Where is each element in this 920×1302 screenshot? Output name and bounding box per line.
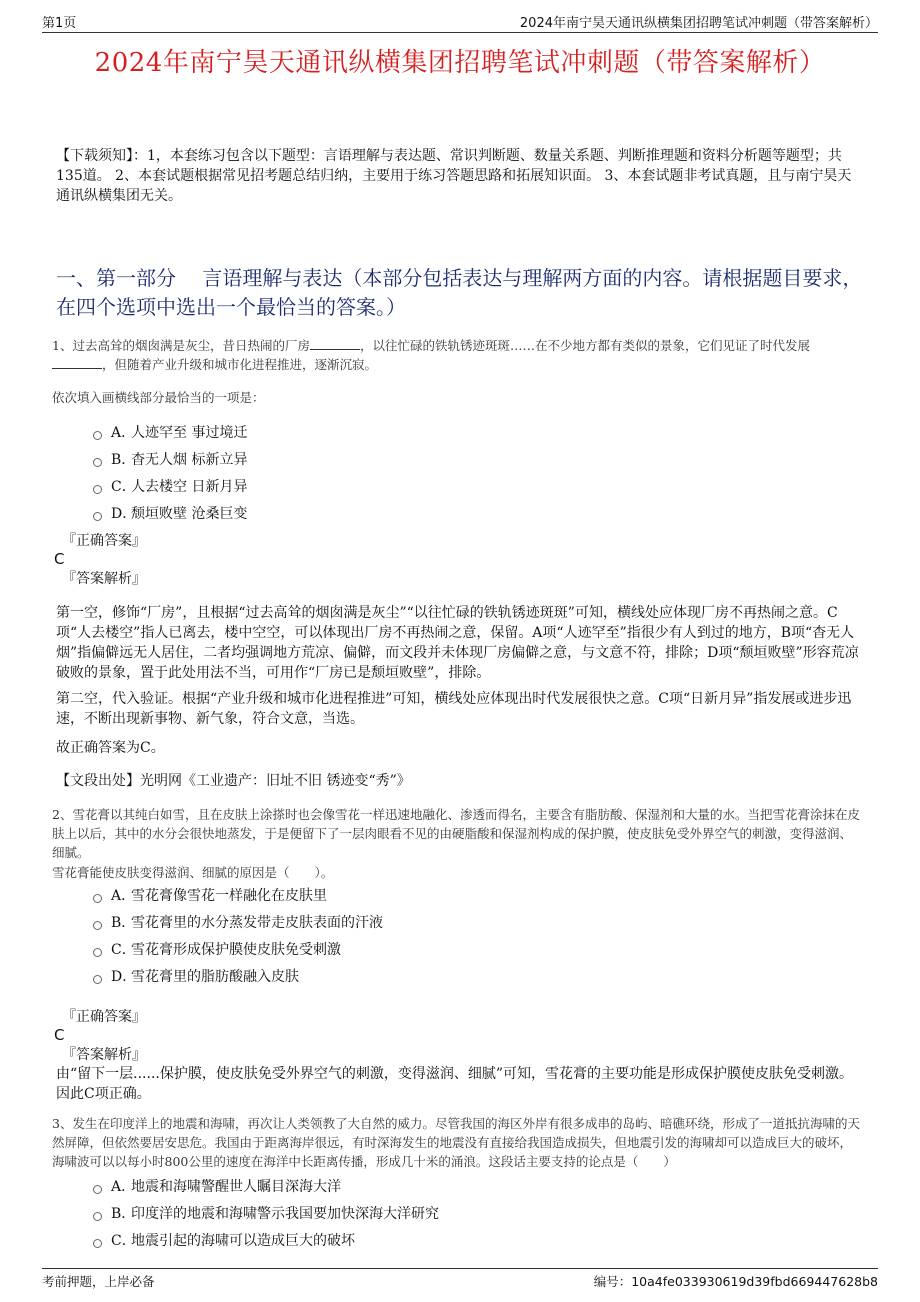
page-number: 第1页: [42, 16, 77, 31]
option-text: 地震引起的海啸可以造成巨大的破坏: [131, 1233, 355, 1249]
q2-option-c[interactable]: [93, 938, 341, 960]
option-text: 雪花膏里的水分蒸发带走皮肤表面的汗液: [131, 915, 383, 931]
radio-icon[interactable]: [93, 975, 102, 984]
option-text: 人去楼空 日新月异: [131, 479, 248, 495]
option-text: 地震和海啸警醒世人瞩目深海大洋: [131, 1179, 341, 1195]
radio-icon[interactable]: [93, 921, 102, 930]
option-letter: A．: [111, 1179, 136, 1195]
question-1-text-part-c: ，但随着产业升级和城市化进程推进，逐渐沉寂。: [102, 357, 378, 372]
option-letter: A．: [111, 425, 136, 441]
radio-icon[interactable]: [93, 512, 102, 521]
question-1-text: [52, 336, 864, 374]
question-1-prompt: 依次填入画横线部分最恰当的一项是：: [52, 390, 265, 405]
radio-icon[interactable]: [93, 431, 102, 440]
option-letter: A．: [111, 888, 136, 904]
radio-icon[interactable]: [93, 894, 102, 903]
question-1-text-part-b: ，以往忙碌的铁轨锈迹斑斑……在不少地方都有类似的景象，它们见证了时代发展: [359, 338, 810, 353]
option-text: 人迹罕至 事过境迁: [131, 425, 248, 441]
fill-blank-2: [52, 356, 102, 369]
question-3-text: 3、发生在印度洋上的地震和海啸，再次让人类领教了大自然的威力。尽管我国的海区外岸有很多成串的岛屿、暗礁环绕，形成了一道抵抗海啸的天然屏障，但依然要居安思危。我国由于距离海岸很远，有时深海发生的地震没有直接给我国造成损失，但地震引发的海啸却可以造成巨大的破坏，海啸波可以以每小时800公里的速度在海洋中长距离传播，形成几十米的涌浪。这段话主要支持的论点是（ ）: [52, 1116, 860, 1169]
radio-icon[interactable]: [93, 485, 102, 494]
page-header: [42, 12, 878, 33]
analysis-conclusion: 故正确答案为C。: [56, 740, 165, 756]
option-text: 雪花膏形成保护膜使皮肤免受刺激: [131, 942, 341, 958]
option-letter: C．: [111, 479, 136, 495]
option-text: 杳无人烟 标新立异: [131, 452, 248, 468]
analysis-label: 『答案解析』: [62, 1047, 146, 1063]
text-source: 【文段出处】光明网《工业遗产：旧址不旧 锈迹变“秀”》: [56, 773, 411, 789]
correct-answer-label: 『正确答案』: [62, 1009, 146, 1025]
correct-answer-value: C: [54, 550, 65, 568]
analysis-paragraph-2: 第二空，代入验证。根据“产业升级和城市化进程推进”可知，横线处应体现出时代发展很快之意。C项“日新月异”指发展或进步迅速，不断出现新事物、新气象，符合文意，当选。: [56, 691, 852, 727]
q2-option-b[interactable]: [93, 911, 383, 933]
q3-option-c[interactable]: [93, 1229, 355, 1251]
section-heading: 一、第一部分 言语理解与表达（本部分包括表达与理解两方面的内容。请根据题目要求，在四个选项中选出一个最恰当的答案。）: [56, 266, 863, 319]
header-doc-name: 2024年南宁昊天通讯纵横集团招聘笔试冲刺题（带答案解析）: [519, 16, 878, 31]
option-text: 印度洋的地震和海啸警示我国要加快深海大洋研究: [131, 1206, 439, 1222]
q1-option-c[interactable]: [93, 475, 247, 497]
q3-option-a[interactable]: [93, 1175, 341, 1197]
question-2-prompt: 雪花膏能使皮肤变得滋润、细腻的原因是（ ）。: [52, 865, 334, 880]
radio-icon[interactable]: [93, 1185, 102, 1194]
q2-option-a[interactable]: [93, 884, 327, 906]
correct-answer-label: 『正确答案』: [62, 533, 146, 549]
analysis-paragraph: 由“留下一层......保护膜，使皮肤免受外界空气的刺激，变得滋润、细腻”可知，雪花膏的主要功能是形成保护膜使皮肤免受刺激。因此C项正确。: [56, 1066, 854, 1102]
q2-option-d[interactable]: [93, 965, 299, 987]
q1-option-a[interactable]: [93, 421, 247, 443]
option-letter: D．: [111, 969, 137, 985]
footer-slogan: 考前押题，上岸必备: [42, 1274, 155, 1289]
option-letter: C．: [111, 1233, 136, 1249]
document-title: 2024年南宁昊天通讯纵横集团招聘笔试冲刺题（带答案解析）: [94, 48, 826, 78]
radio-icon[interactable]: [93, 1239, 102, 1248]
q1-option-d[interactable]: [93, 502, 247, 524]
option-letter: C．: [111, 942, 136, 958]
page-footer: [42, 1268, 878, 1291]
download-notice: 【下载须知】：1，本套练习包含以下题型：言语理解与表达题、常识判断题、数量关系题、判断推理题和资料分析题等题型；共135道。 2、本套试题根据常见招考题总结归纳，主要用于练习答题思路和拓展知识面。 3、本套试题非考试真题，且与南宁昊天通讯纵横集团无关。: [56, 148, 852, 204]
q1-option-b[interactable]: [93, 448, 247, 470]
option-letter: B．: [111, 452, 136, 468]
question-1-text-part-a: 1、过去高耸的烟囱满是灰尘，昔日热闹的厂房: [52, 338, 310, 353]
option-text: 颓垣败壁 沧桑巨变: [131, 506, 248, 522]
analysis-paragraph-1: 第一空，修饰“厂房”，且根据“过去高耸的烟囱满是灰尘”“以往忙碌的铁轨锈迹斑斑”可知，横线处应体现厂房不再热闹之意。C项“人去楼空”指人已离去，楼中空空，可以体现出厂房不再热闹之意，保留。A项“人迹罕至”指很少有人到过的地方，B项“杳无人烟”指偏僻远无人居住，二者均强调地方荒凉、偏僻，而文段并未体现厂房偏僻之意，与文意不符，排除；D项“颓垣败壁”形容荒凉破败的景象，置于此处用法不当，可用作“厂房已是颓垣败壁”，排除。: [56, 605, 859, 681]
footer-doc-id: 编号：10a4fe033930619d39fbd669447628b8: [593, 1274, 878, 1289]
radio-icon[interactable]: [93, 948, 102, 957]
option-letter: B．: [111, 915, 136, 931]
option-letter: B．: [111, 1206, 136, 1222]
option-letter: D．: [111, 506, 137, 522]
correct-answer-value: C: [54, 1026, 65, 1044]
radio-icon[interactable]: [93, 458, 102, 467]
option-text: 雪花膏像雪花一样融化在皮肤里: [131, 888, 327, 904]
radio-icon[interactable]: [93, 1212, 102, 1221]
analysis-label: 『答案解析』: [62, 571, 146, 587]
question-2-text: 2、雪花膏以其纯白如雪，且在皮肤上涂搽时也会像雪花一样迅速地融化、渗透而得名，主要含有脂肪酸、保湿剂和大量的水。当把雪花膏涂抹在皮肤上以后，其中的水分会很快地蒸发，于是便留下了一层肉眼看不见的由硬脂酸和保湿剂构成的保护膜，使皮肤免受外界空气的刺激，变得滋润、细腻。: [52, 807, 860, 860]
option-text: 雪花膏里的脂肪酸融入皮肤: [131, 969, 299, 985]
q3-option-b[interactable]: [93, 1202, 439, 1224]
fill-blank-1: [310, 337, 360, 350]
